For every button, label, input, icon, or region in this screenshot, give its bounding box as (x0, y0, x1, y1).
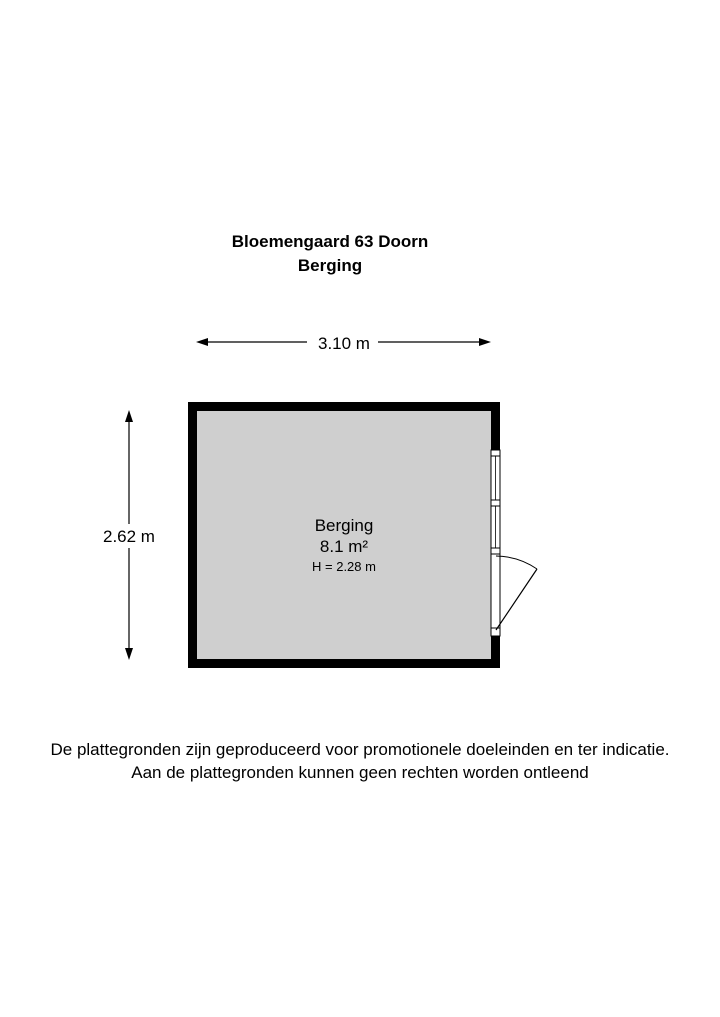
wall-right-upper (491, 402, 500, 450)
disclaimer-line-1: De plattegronden zijn geproduceerd voor promotionele doeleinden en ter indicatie. (50, 740, 670, 759)
arrow-down-icon (125, 648, 133, 660)
room-name: Berging (314, 516, 374, 535)
room-height: H = 2.28 m (312, 559, 376, 574)
wall-top (188, 402, 500, 411)
room-area: 8.1 m² (319, 537, 369, 556)
depth-dimension-label: 2.62 m (103, 527, 155, 546)
window (491, 450, 500, 554)
plan-title-floor: Berging (297, 256, 363, 275)
window-mullion-middle (491, 500, 500, 506)
window-mullion-bottom (491, 548, 500, 554)
plan-title-address: Bloemengaard 63 Doorn (231, 232, 429, 251)
arrow-left-icon (196, 338, 208, 346)
width-dimension (196, 334, 491, 353)
door-swing-arc (496, 556, 537, 569)
wall-left (188, 402, 197, 668)
window-mullion-top (491, 450, 500, 456)
arrow-up-icon (125, 410, 133, 422)
arrow-right-icon (479, 338, 491, 346)
door-jamb (491, 628, 500, 636)
wall-bottom (188, 659, 500, 668)
room-berging (188, 402, 537, 668)
door-opening (491, 554, 500, 636)
width-dimension-label: 3.10 m (318, 334, 370, 353)
door-leaf (496, 569, 537, 630)
wall-right-lower (491, 636, 500, 668)
door (491, 554, 537, 636)
depth-dimension (96, 410, 162, 660)
disclaimer-line-2: Aan de plattegronden kunnen geen rechten worden ontleend (131, 763, 589, 782)
room-floor (193, 407, 495, 663)
